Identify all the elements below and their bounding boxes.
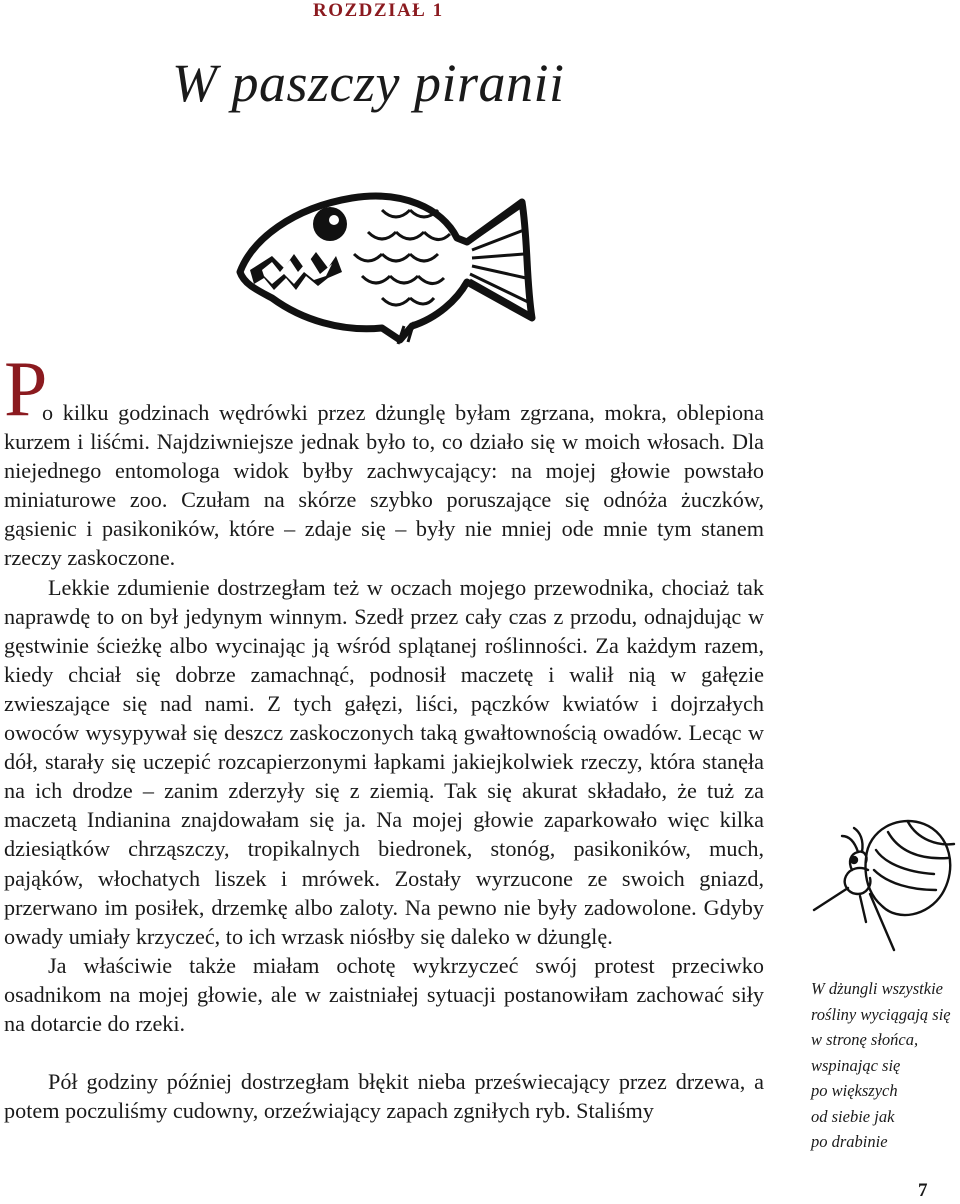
- sidenote-line: od siebie jak: [811, 1106, 895, 1126]
- paragraph-1: o kilku godzinach wędrówki przez dżunglę byłam zgrzana, mokra, oblepiona kurzem i liśćmi. Najdziwniejsze jednak było to, co działo się w moich włosach. Dla niejednego entomologa widok byłby zachwycający: na mojej głowie powstało miniaturowe zoo. Czułam na skórze szybko poruszające się odnóża żuczków, gąsienic i pasikoników, które – zdaje się – były nie mniej ode mnie tym stanem rzeczy zaskoczone.: [4, 400, 764, 571]
- sidenote-line: rośliny wyciągają się: [811, 1004, 951, 1024]
- chapter-label: ROZDZIAŁ 1: [313, 0, 444, 21]
- sidenote: [811, 976, 960, 1155]
- sidenote-line: po drabinie: [811, 1132, 888, 1151]
- piranha-illustration: [232, 180, 542, 348]
- chapter-title: W paszczy piranii: [172, 53, 565, 113]
- sidenote-line: wspinając się: [811, 1055, 901, 1075]
- paragraph-4: Pół godziny później dostrzegłam błękit nieba przeświecający przez drzewa, a potem poczuliśmy cudowny, orzeźwiający zapach zgniłych ryb. Staliśmy: [4, 1069, 764, 1124]
- beetle-illustration: [808, 810, 958, 960]
- body-text: [4, 398, 764, 1125]
- sidenote-line: W dżungli wszystkie: [811, 979, 943, 998]
- sidenote-line: po większych: [811, 1081, 898, 1100]
- paragraph-2: Lekkie zdumienie dostrzegłam też w oczach mojego przewodnika, chociaż tak naprawdę to on był jedynym winnym. Szedł przez cały czas z przodu, odnajdując w gęstwinie ścieżkę albo wycinając ją wśród splątanej roślinności. Za każdym razem, kiedy chciał się dobrze zamachnąć, podnosił maczetę i walił nią w gałęzie zwieszające się nad nami. Z tych gałęzi, liści, pączków kwiatów i dojrzałych owoców wysypywał się deszcz zaskoczonych taką gwałtownością owadów. Lecąc w dół, starały się uczepić rozcapierzonymi łapkami jakiejkolwiek rzeczy, która stanęła na ich drodze – zanim zderzyły się z ziemią. Tak się akurat składało, że tuż za maczetą Indianina znajdowałam się ja. Na mojej głowie zaparkowało więc kilka dziesiątków chrząszczy, tropikalnych biedronek, stonóg, pasikoników, much, pająków, włochatych liszek i mrówek. Zostały wyrzucone ze swoich gniazd, przerwano im posiłek, drzemkę albo zaloty. Na pewno nie były zadowolone. Gdyby owady umiały krzyczeć, to ich wrzask niósłby się daleko w dżunglę.: [4, 574, 764, 949]
- paragraph-3: Ja właściwie także miałam ochotę wykrzyczeć swój protest przeciwko osadnikom na mojej głowie, ale w zaistniałej sytuacji postanowiłam zachować siły na dotarcie do rzeki.: [4, 952, 764, 1036]
- sidenote-line: w stronę słońca,: [811, 1030, 919, 1049]
- drop-cap: P: [4, 345, 48, 432]
- page-number: 7: [918, 1180, 928, 1201]
